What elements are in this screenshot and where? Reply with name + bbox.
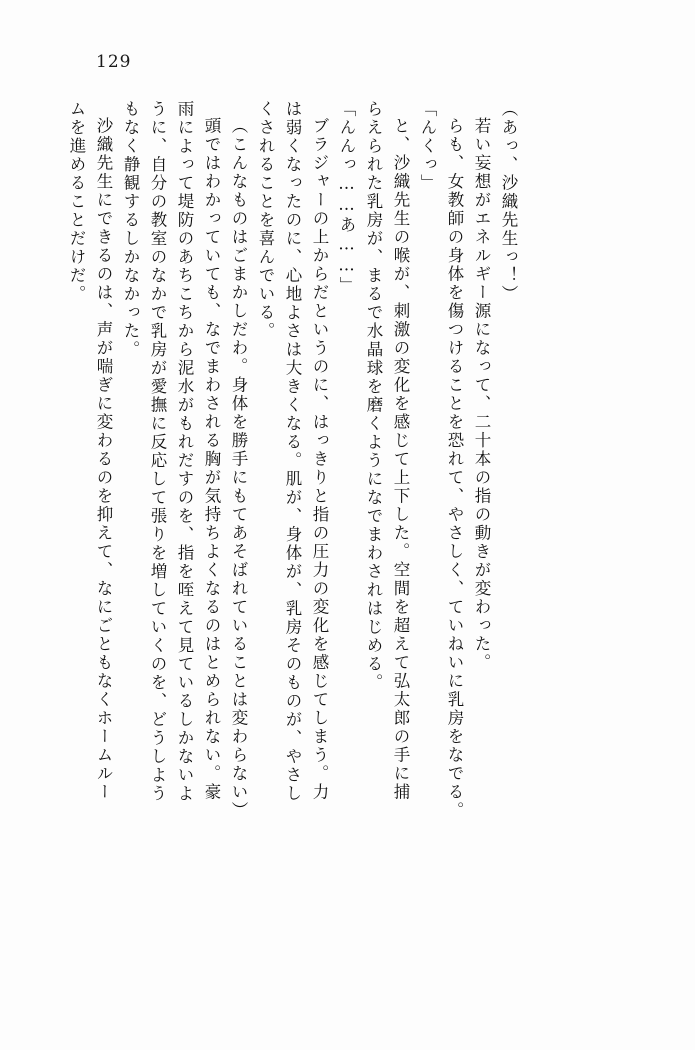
text-column: 「んんっ……あ……」 (337, 100, 356, 295)
text-column: もなく静観するしかなかった。 (121, 100, 140, 359)
vertical-text-body (57, 100, 617, 960)
text-column: 雨によって堤防のあちこちから泥水がもれだすのを、指を咥えて見ているしかないよ (175, 100, 194, 803)
text-column: ブラジャーの上からだというのに、はっきりと指の圧力の変化を感じてしまう。力 (310, 117, 329, 802)
text-column: らえられた乳房が、まるで水晶球を磨くようになでまわされはじめる。 (364, 100, 383, 692)
text-column: らも、女教師の身体を傷つけることを恐れて、やさしく、ていねいに乳房をなでる。 (445, 117, 464, 820)
text-column: 若い妄想がエネルギー源になって、二十本の指の動きが変わった。 (472, 117, 491, 672)
text-column: 頭ではわかっていても、なでまわされる胸が気持ちよくなるのはとめられない。豪 (202, 117, 221, 802)
text-column: は弱くなったのに、心地よさは大きくなる。肌が、身体が、乳房そのものが、やさし (283, 100, 302, 803)
text-column: （こんなものはごまかしだわ。身体を勝手にもてあそばれていることは変わらない） (229, 117, 248, 820)
text-column: ムを進めることだけだ。 (67, 100, 86, 304)
text-column: うに、自分の教室のなかで乳房が愛撫に反応して張りを増していくのを、どうしよう (148, 100, 167, 803)
text-column: 沙織先生にできるのは、声が喘ぎに変わるのを抑えて、なにごともなくホームルー (94, 117, 113, 802)
page-number: 129 (96, 52, 132, 72)
text-column: 「んくっ」 (418, 100, 437, 193)
text-column: くされることを喜んでいる。 (256, 100, 275, 341)
text-column: と、沙織先生の喉が、刺激の変化を感じて上下した。空間を超えて弘太郎の手に捕 (391, 117, 410, 802)
text-column: （あっ、沙織先生っ！） (499, 100, 518, 304)
